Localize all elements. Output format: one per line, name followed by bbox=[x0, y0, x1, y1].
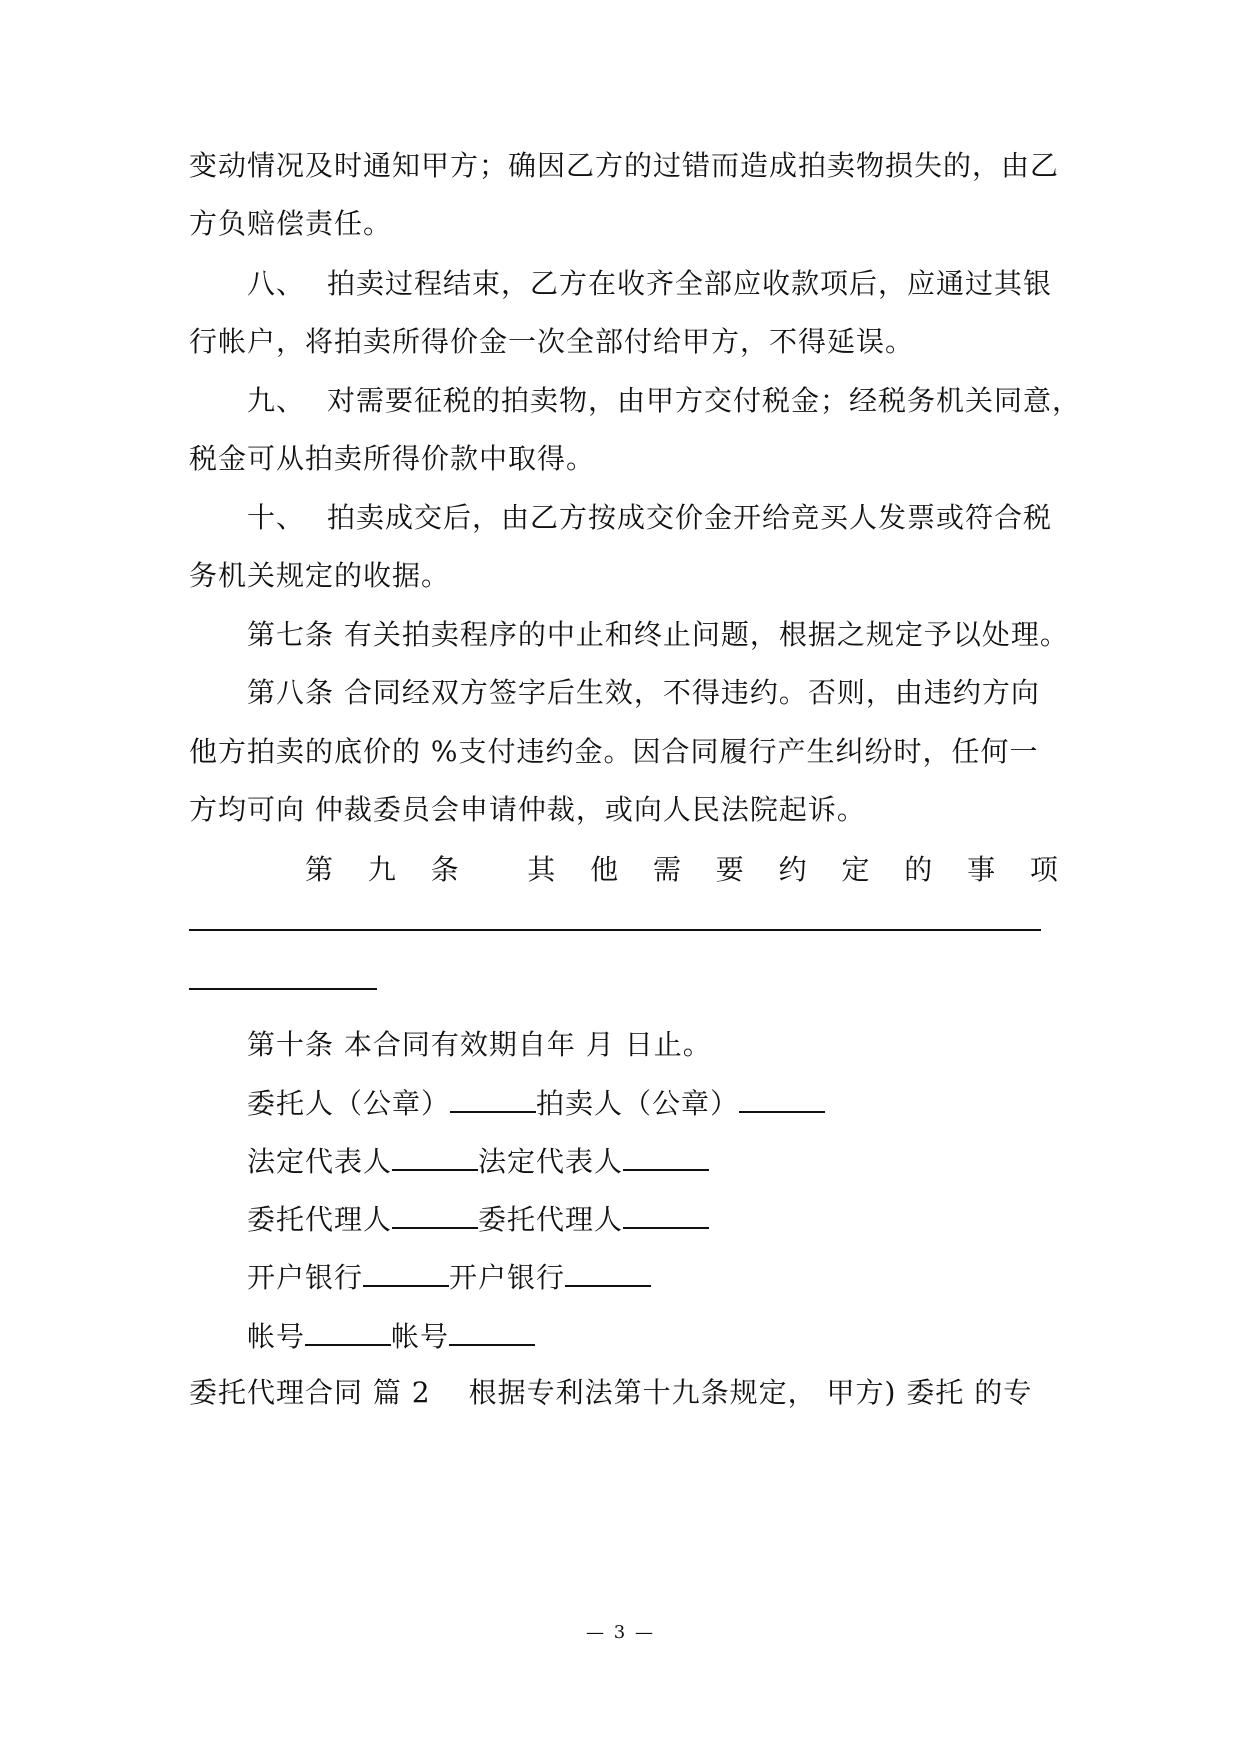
legal-rep-label: 法定代表人 bbox=[478, 1145, 624, 1178]
legal-rep-blank bbox=[392, 1141, 478, 1171]
clause-text: 对需要征税的拍卖物，由甲方交付税金；经税务机关同意， bbox=[327, 384, 1082, 417]
paragraph-line: 方负赔偿责任。 bbox=[189, 207, 393, 240]
client-seal-label: 委托人（公章） bbox=[247, 1087, 451, 1120]
clause-ten bbox=[247, 498, 1059, 538]
clause-text: 拍卖过程结束，乙方在收齐全部应收款项后，应通过其银 bbox=[327, 267, 1053, 300]
heading-char: 他 bbox=[590, 853, 620, 886]
account-blank bbox=[305, 1316, 391, 1346]
clause-number: 十、 bbox=[247, 501, 306, 534]
next-section-title: 委托代理合同 篇 2 bbox=[189, 1376, 431, 1409]
heading-char: 事 bbox=[967, 853, 997, 886]
clause-text: 拍卖成交后，由乙方按成交价金开给竞买人发票或符合税 bbox=[327, 501, 1053, 534]
agent-line bbox=[247, 1199, 1059, 1239]
bank-blank bbox=[565, 1257, 651, 1287]
heading-char: 第 bbox=[305, 853, 335, 886]
bank-blank bbox=[363, 1257, 449, 1287]
legal-representative-line bbox=[247, 1141, 1059, 1181]
agent-blank bbox=[623, 1199, 709, 1229]
paragraph-line: 行帐户，将拍卖所得价金一次全部付给甲方，不得延误。 bbox=[189, 325, 915, 358]
clause-nine bbox=[247, 381, 1082, 421]
legal-rep-label: 法定代表人 bbox=[247, 1145, 393, 1178]
paragraph-line: 务机关规定的收据。 bbox=[189, 559, 451, 592]
clause-number: 八、 bbox=[247, 267, 306, 300]
page-number: — 3 — bbox=[586, 1622, 655, 1643]
seal-line bbox=[247, 1083, 1059, 1123]
legal-rep-blank bbox=[623, 1141, 709, 1171]
article-ten: 第十条 本合同有效期自年 月 日止。 bbox=[247, 1028, 712, 1061]
article-eight: 第八条 合同经双方签字后生效，不得违约。否则，由违约方向 bbox=[247, 676, 1040, 709]
clause-number: 九、 bbox=[247, 384, 306, 417]
fill-in-rule bbox=[189, 988, 377, 990]
heading-char: 条 bbox=[430, 853, 460, 886]
account-label: 帐号 bbox=[247, 1320, 306, 1353]
heading-char: 定 bbox=[841, 853, 871, 886]
heading-char: 约 bbox=[778, 853, 808, 886]
heading-char: 项 bbox=[1029, 853, 1059, 886]
paragraph-line: 他方拍卖的底价的 %支付违约金。因合同履行产生纠纷时，任何一 bbox=[189, 735, 1039, 768]
paragraph-line: 方均可向 仲裁委员会申请仲裁，或向人民法院起诉。 bbox=[189, 793, 866, 826]
paragraph-line: 变动情况及时通知甲方；确因乙方的过错而造成拍卖物损失的，由乙 bbox=[189, 149, 1060, 182]
fill-in-rule bbox=[189, 929, 1041, 931]
bank-line bbox=[247, 1257, 1059, 1297]
agent-blank bbox=[392, 1199, 478, 1229]
agent-label: 委托代理人 bbox=[247, 1203, 393, 1236]
bank-label: 开户银行 bbox=[247, 1261, 364, 1294]
agent-label: 委托代理人 bbox=[478, 1203, 624, 1236]
heading-char: 其 bbox=[527, 853, 557, 886]
client-seal-blank bbox=[450, 1083, 536, 1113]
clause-eight bbox=[247, 264, 1059, 304]
account-blank bbox=[449, 1316, 535, 1346]
paragraph-line: 税金可从拍卖所得价款中取得。 bbox=[189, 442, 596, 475]
auctioneer-seal-label: 拍卖人（公章） bbox=[536, 1087, 740, 1120]
heading-char: 需 bbox=[652, 853, 682, 886]
heading-char: 要 bbox=[715, 853, 745, 886]
next-section-line bbox=[189, 1373, 1059, 1413]
account-line bbox=[247, 1316, 1059, 1356]
article-seven: 第七条 有关拍卖程序的中止和终止问题，根据之规定予以处理。 bbox=[247, 618, 1069, 651]
article-nine-heading bbox=[305, 850, 1059, 890]
auctioneer-seal-blank bbox=[739, 1083, 825, 1113]
heading-char: 的 bbox=[904, 853, 934, 886]
next-section-text: 根据专利法第十九条规定， 甲方) 委托 的专 bbox=[468, 1376, 1033, 1409]
bank-label: 开户银行 bbox=[449, 1261, 566, 1294]
heading-char: 九 bbox=[367, 853, 397, 886]
account-label: 帐号 bbox=[391, 1320, 450, 1353]
